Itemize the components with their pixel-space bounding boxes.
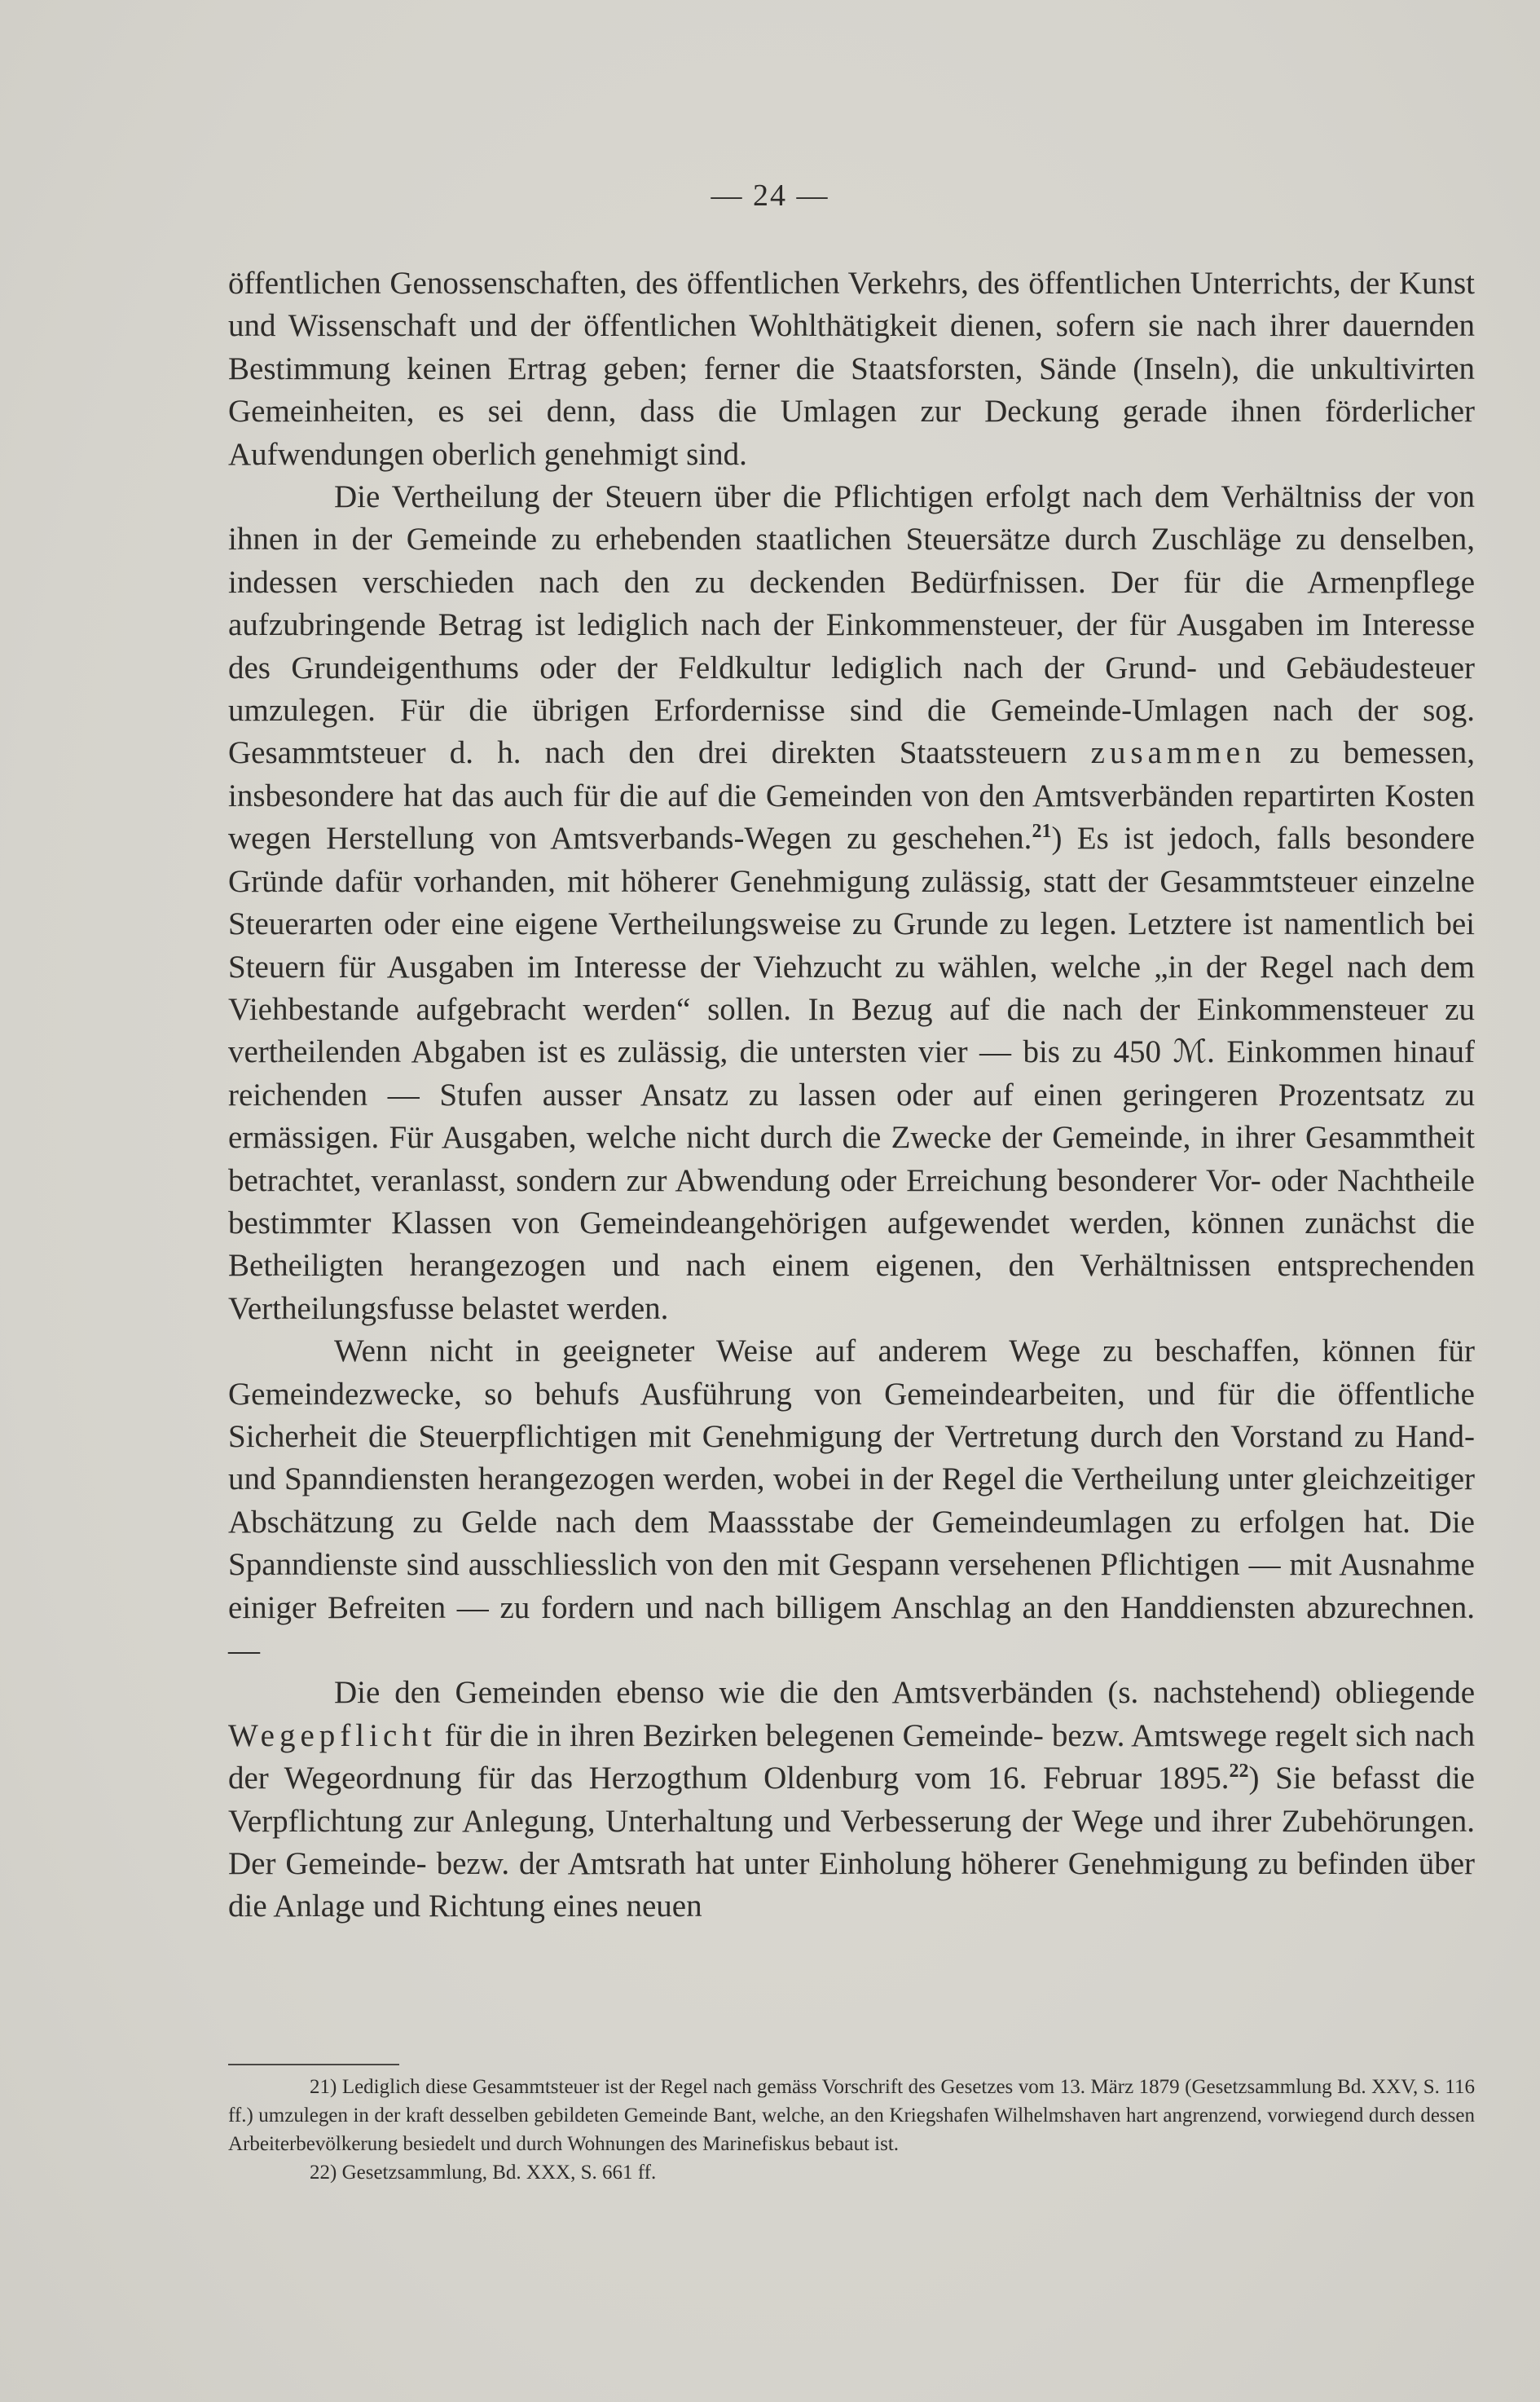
footnote-divider — [228, 2064, 399, 2065]
paragraph-text: öffentlichen Genossenschaften, des öffentlichen Verkehrs, des öffentlichen Unterrichts, der Kunst und Wissenschaft und der öffentlichen Wohlthätigkeit dienen, sofern sie nach ihrer dauernden Bestimmung keinen Ertrag geben; ferner die Staatsforsten, Sände (Inseln), die unkultivirten Gemeinheiten, es sei denn, dass die Umlagen zur Deckung gerade ihnen förderlicher Aufwendungen oberlich genehmigt sind. — [228, 266, 1475, 472]
footnote-reference: 21 — [1032, 821, 1052, 843]
paragraph-text: für die in ihren Bezirken belegenen Gemeinde- bezw. Amtswege regelt sich nach der Wegeordnung für das Herzogthum Oldenburg vom 16. Februar 1895. — [228, 1717, 1475, 1796]
footnote — [228, 2158, 1475, 2187]
paragraph — [228, 1330, 1475, 1672]
paragraph-text: ) Es ist jedoch, falls besondere Gründe dafür vorhanden, mit höherer Genehmigung zulässig, statt der Gesammtsteuer einzelne Steuerarten oder eine eigene Vertheilungsweise zu Grunde zu legen. Letztere ist namentlich bei Steuern für Ausgaben im Interesse der Viehzucht zu wählen, welche „in der Regel nach dem Viehbestande aufgebracht werden“ sollen. In Bezug auf die nach der Einkommensteuer zu vertheilenden Abgaben ist es zulässig, die untersten vier — bis zu 450 ℳ. Einkommen hinauf reichenden — Stufen ausser Ansatz zu lassen oder auf einen geringeren Prozentsatz zu ermässigen. Für Ausgaben, welche nicht durch die Zwecke der Gemeinde, in ihrer Gesammtheit betrachtet, veranlasst, sondern zur Abwendung oder Erreichung besonderer Vor- oder Nachtheile bestimmter Klassen von Gemeindeangehörigen aufgewendet werden, können zunächst die Betheiligten herangezogen und nach einem eigenen, den Verhältnissen entsprechenden Vertheilungsfusse belastet werden. — [228, 821, 1475, 1326]
emphasized-text: zusammen — [1090, 735, 1266, 771]
footnote-text: Lediglich diese Gesammtsteuer ist der Regel nach gemäss Vorschrift des Gesetzes vom 13. März 1879 (Gesetzsammlung Bd. XXV, S. 116 ff.) umzulegen in der kraft desselben gebildeten Gemeinde Bant, welche, an den Kriegshafen Wilhelmshaven hart angrenzend, vorwiegend durch dessen Arbeiterbevölkerung besiedelt und durch Wohnungen des Marinefiskus bebaut ist. — [228, 2076, 1475, 2155]
paragraph-text: Die Vertheilung der Steuern über die Pflichtigen erfolgt nach dem Verhältniss der von ihnen in der Gemeinde zu erhebenden staatlichen Steuersätze durch Zuschläge zu denselben, indessen verschieden nach den zu deckenden Bedürfnissen. Der für die Armenpflege aufzubringende Betrag ist lediglich nach der Einkommensteuer, der für Ausgaben im Interesse des Grundeigenthums oder der Feldkultur lediglich nach der Grund- und Gebäudesteuer umzulegen. Für die übrigen Erfordernisse sind die Gemeinde-Umlagen nach der sog. Gesammtsteuer d. h. nach den drei direkten Staatssteuern — [228, 479, 1475, 771]
paragraph — [228, 476, 1475, 1330]
paragraph-text: zu bemessen, insbesondere hat das auch für die auf die Gemeinden von den Amtsverbänden repartirten Kosten wegen Herstellung von Amtsverbands-Wegen zu geschehen. — [228, 735, 1475, 857]
footnote-mark: 22) — [310, 2162, 337, 2184]
footnote-reference: 22 — [1229, 1761, 1249, 1783]
body-text — [228, 262, 1475, 1928]
footnotes — [228, 2073, 1475, 2187]
paragraph-text: Wenn nicht in geeigneter Weise auf anderem Wege zu beschaffen, können für Gemeindezwecke, so behufs Ausführung von Gemeindearbeiten, und für die öffentliche Sicherheit die Steuerpflichtigen mit Genehmigung der Vertretung durch den Vorstand zu Hand- und Spanndiensten herangezogen werden, wobei in der Regel die Vertheilung unter gleichzeitiger Abschätzung zu Gelde nach dem Maassstabe der Gemeindeumlagen zu erfolgen hat. Die Spanndienste sind ausschliesslich von den mit Gespann versehenen Pflichtigen — mit Ausnahme einiger Befreiten — zu fordern und nach billigem Anschlag an den Handdiensten abzurechnen. — — [228, 1333, 1475, 1668]
page-number: — 24 — — [711, 178, 829, 213]
paragraph-text: ) Sie befasst die Verpflichtung zur Anlegung, Unterhaltung und Verbesserung der Wege und ihrer Zubehörungen. Der Gemeinde- bezw. der Amtsrath hat unter Einholung höherer Genehmigung zu befinden über die Anlage und Richtung eines neuen — [228, 1761, 1475, 1924]
paragraph — [228, 262, 1475, 476]
emphasized-text: Wegepflicht — [228, 1717, 437, 1753]
footnote-mark: 21) — [310, 2076, 337, 2098]
paragraph — [228, 1672, 1475, 1928]
footnote — [228, 2073, 1475, 2158]
paragraph-text: Die den Gemeinden ebenso wie die den Amtsverbänden (s. nachstehend) obliegende — [334, 1675, 1475, 1711]
footnote-text: Gesetzsammlung, Bd. XXX, S. 661 ff. — [337, 2162, 657, 2184]
